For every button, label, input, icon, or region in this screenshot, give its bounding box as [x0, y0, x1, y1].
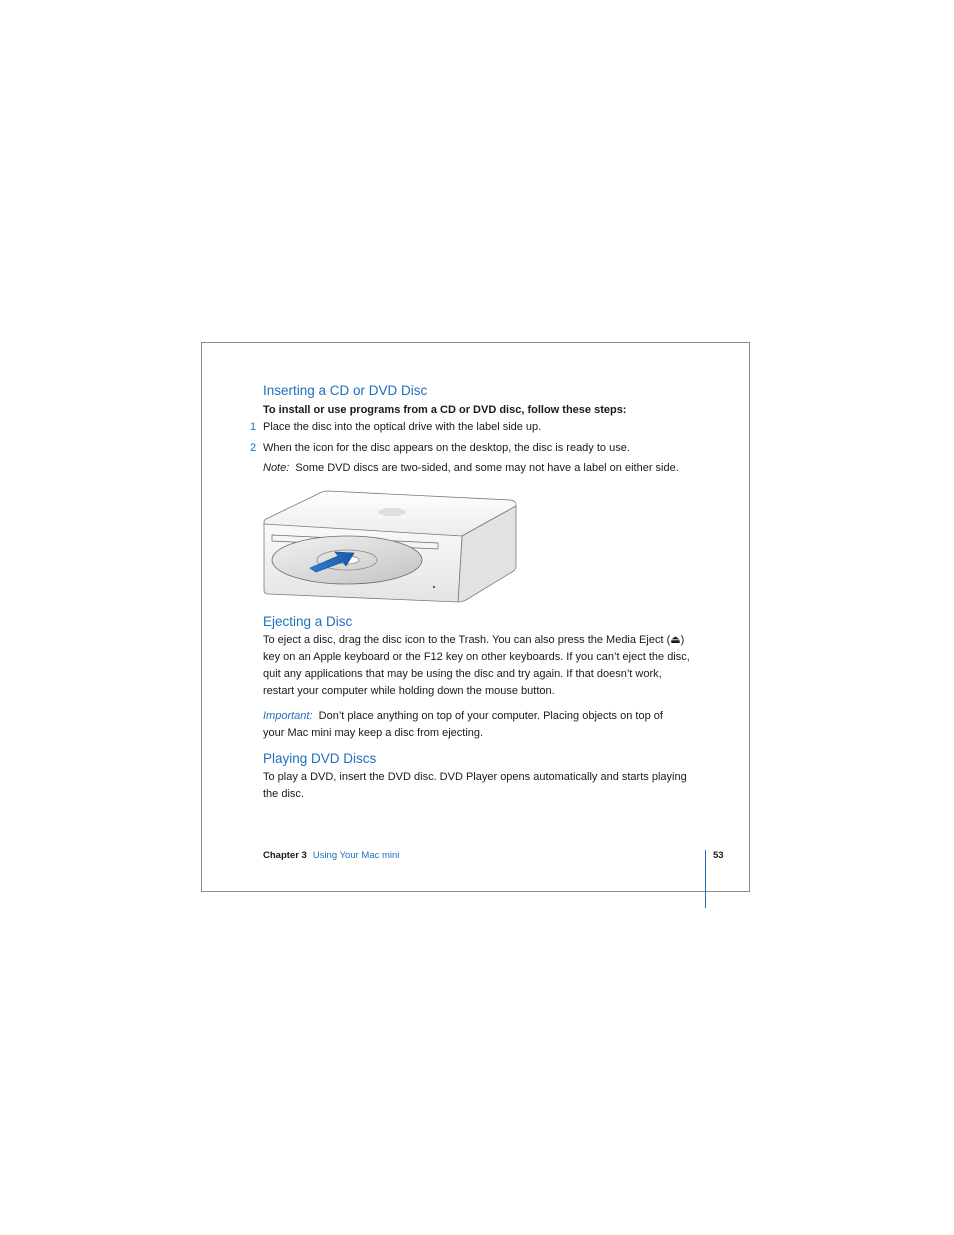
- playing-line-2: the disc.: [263, 788, 304, 800]
- playing-line-1: To play a DVD, insert the DVD disc. DVD Player opens automatically and starts playing: [263, 771, 687, 783]
- note-paragraph: [263, 460, 679, 477]
- intro-inserting: To install or use programs from a CD or DVD disc, follow these steps:: [263, 404, 627, 416]
- note-text: Some DVD discs are two-sided, and some may not have a label on either side.: [295, 462, 679, 474]
- chapter-number: Chapter 3: [263, 850, 307, 861]
- chapter-title: Using Your Mac mini: [312, 850, 400, 861]
- eject-line-4: restart your computer while holding down the mouse button.: [263, 685, 555, 697]
- step-number-2: 2: [250, 442, 257, 454]
- step-number-1: 1: [250, 421, 257, 433]
- step-text-1: Place the disc into the optical drive with the label side up.: [263, 421, 542, 433]
- note-label: Note:: [263, 462, 290, 474]
- footer-rule: [705, 850, 706, 908]
- important-label: Important:: [263, 710, 313, 722]
- step-text-2: When the icon for the disc appears on the desktop, the disc is ready to use.: [263, 442, 630, 454]
- eject-line-3: quit any applications that may be using the disc and try again. If that doesn’t work,: [263, 668, 662, 680]
- important-line-1: [263, 708, 663, 725]
- eject-line-2: key on an Apple keyboard or the F12 key on other keyboards. If you can’t eject the disc,: [263, 651, 690, 663]
- heading-ejecting: Ejecting a Disc: [263, 614, 353, 629]
- important-text-1: Don’t place anything on top of your computer. Placing objects on top of: [318, 710, 663, 722]
- page-number: 53: [713, 850, 724, 861]
- mac-mini-illustration: [262, 490, 520, 606]
- footer-chapter: [263, 850, 399, 861]
- heading-inserting: Inserting a CD or DVD Disc: [263, 383, 428, 398]
- important-line-2: your Mac mini may keep a disc from ejecting.: [263, 727, 484, 739]
- heading-playing: Playing DVD Discs: [263, 751, 377, 766]
- eject-line-1: To eject a disc, drag the disc icon to the Trash. You can also press the Media Eject (⏏): [263, 634, 685, 646]
